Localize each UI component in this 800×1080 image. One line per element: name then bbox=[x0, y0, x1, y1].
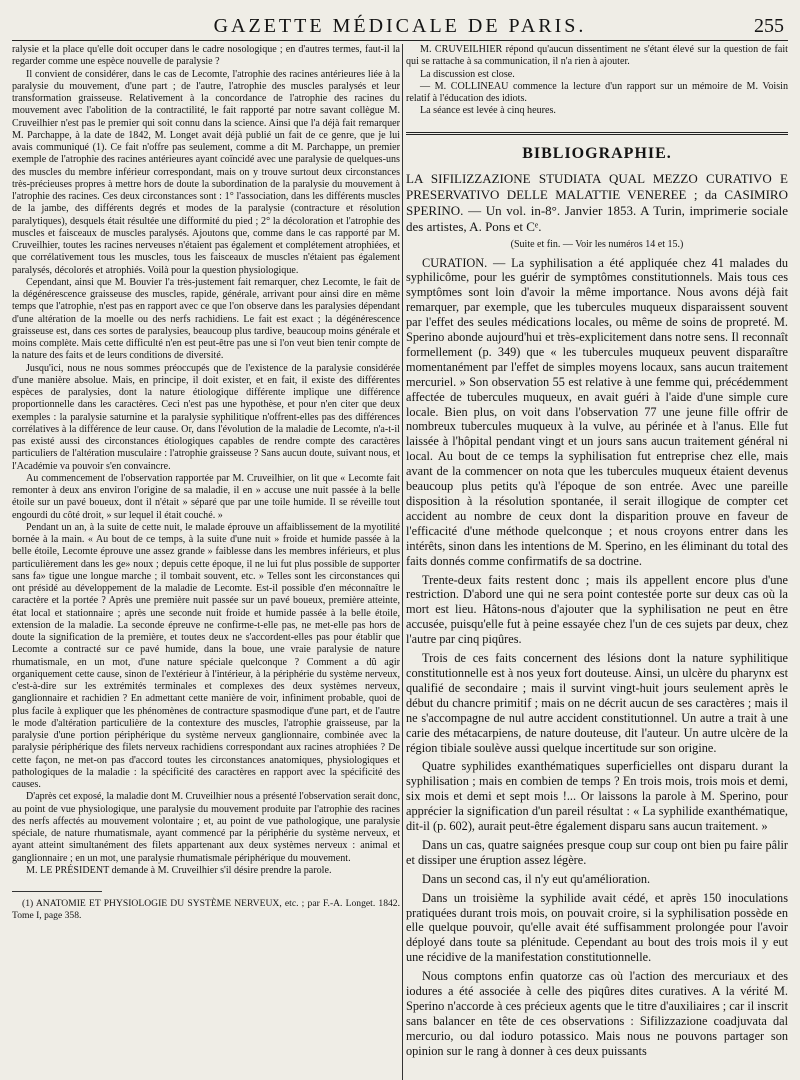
paragraph: Trente-deux faits restent donc ; mais ils appellent encore plus d'une restriction. D'abord une qui ne sera point contestée porte sur deux cas où la mort est lieu. Hâtons-nous d'ajouter que la syphilisation ne peut en être accusée, puisqu'elle fut à peine essayée chez l'un de ces sujets par deux, chez l'autre par cinq piqûres. bbox=[406, 572, 788, 647]
footnote-separator bbox=[12, 891, 102, 892]
column-divider bbox=[402, 44, 403, 1080]
paragraph: Trois de ces faits concernent des lésions dont la nature syphilitique constitutionnelle est à nos yeux fort douteuse. Ainsi, un ulcère du pharynx est qualifié de secondaire ; mais il survint vingt-huit jours seulement après le début du chancre primitif ; mais on ne décrit aucun de ses caractères ; mais il ne s'accompagne de nul autre accident constitutionnel. Un autre a trait à une carie des métacarpiens, de nature douteuse, dit l'auteur. Un autre ulcère de la région tibiale soulève aussi quelque incertitude sur son origine. bbox=[406, 651, 788, 755]
section-rule bbox=[406, 132, 788, 135]
paragraph: Dans un second cas, il n'y eut qu'amélioration. bbox=[422, 871, 651, 886]
paragraph: ralysie et la place qu'elle doit occuper dans le cadre nosologique ; en d'autres termes, faut-il la regarder comme une espèce nouvelle de paralysie ? bbox=[12, 44, 400, 68]
right-column bbox=[406, 44, 788, 1080]
paragraph: Au commencement de l'observation rapportée par M. Cruveilhier, on lit que « Lecomte fait remonter à deux ans environ l'origine de sa maladie, il en » accuse une nuit passée à la belle étoile sur un pavé boueux, dont il n'était » séparé que par une toile humide. Il se réveille tout engourdi du côté droit, » sur lequel il était couché. » bbox=[12, 472, 400, 521]
page-number: 255 bbox=[754, 15, 784, 37]
paragraph: Dans un troisième la syphilide avait cédé, et après 150 inoculations pratiquées durant trois mois, on pouvait croire, si la syphilisation possède en elle quelque pouvoir, qu'elle avait été suffisamment prolongée pour l'avoir déployé dans toute sa plénitude. Cependant au bout des trois mois il y eut une récidive de la manifestation constitutionnelle. bbox=[406, 890, 788, 965]
paragraph: Cependant, ainsi que M. Bouvier l'a très-justement fait remarquer, chez Lecomte, le fait de la dégénérescence graisseuse des muscles, rapide, générale, arrivant pour ainsi dire en même temps que l'atrophie, n'est pas en rapport avec ce que l'on observe dans les paralysies dépendant d'une altération de la moelle ou des nerfs rachidiens. Le fait est exact ; la dégénérescence graisseuse est, dans ces sortes de paralysies, beaucoup plus tardive, beaucoup moins générale et moins complète. Mais cette difficulté n'en est peut-être pas une si l'on veut bien tenir compte de la nature des faits et de leurs conditions de diversité. bbox=[12, 276, 400, 362]
paragraph: M. LE PRÉSIDENT demande à M. Cruveilhier s'il désire prendre la parole. bbox=[26, 864, 332, 876]
columns bbox=[12, 44, 788, 1080]
paragraph: Jusqu'ici, nous ne nous sommes préoccupés que de l'existence de la paralysie considérée d'une manière absolue. Mais, en principe, il doit exister, et en fait, il existe des différentes espèces de paralysies, dont la nature étiologique différente implique une différence proportionnelle dans les caractères. Ceci n'est pas une hypothèse, et pour n'en citer que deux exemples : la paralysie saturnine et la paralysie syphilitique n'offrent-elles pas des différences corrélatives à la différence de leur cause. Or, dans l'évolution de la maladie de Lecomte, n'a-t-il pas existé aussi des circonstances étiologiques capables de rendre compte des caractères particuliers de l'altération musculaire : l'atrophie graisseuse ? Sans aucun doute, suivant nous, et l'Académie va pouvoir s'en convaincre. bbox=[12, 362, 400, 472]
paragraph: La discussion est close. bbox=[420, 68, 515, 80]
paragraph: — M. COLLINEAU commence la lecture d'un rapport sur un mémoire de M. Voisin relatif à l'éducation des idiots. bbox=[406, 80, 788, 104]
paragraph: CURATION. — La syphilisation a été appliquée chez 41 malades du syphilicôme, pour les guérir de symptômes constitutionnels. Mais tous ces symptômes sont loin d'avoir la même importance. Nous avons déjà fait remarquer, par exemple, que les tubercules muqueux disparaissent souvent par l'effet des seules médications locales, ou même de soins de propreté. M. Sperino abonde aujourd'hui et très-explicitement dans notre sens. Il reconnaît formellement (p. 349) que « les tubercules muqueux peuvent disparaître momentanément par l'effet de simples moyens locaux, sans aucun traitement mercuriel. » Son observation 55 est relative à une femme qui, précédemment affectée de tubercules muqueux, en avait guéri à l'aide d'une simple cure locale. Bien plus, on voit dans l'observation 77 une jeune fille offrir de nombreux tubercules muqueux à la vulve, au périnée et à l'anus. Elle fut laissée à l'hôpital pendant vingt et un jours sans aucun traitement général ni local. Au bout de ce temps la syphilisation fut entreprise chez elle, mais avant de la commencer on nota que les tubercules muqueux étaient devenus beaucoup plus petits qu'à l'époque de son entrée. Avec une pareille disposition à la résolution spontanée, il serait illogique de compter cet accident au nombre de ceux dont la disparition prouve en faveur de l'efficacité d'une méthode quelconque ; et nous croyons entrer dans les intérêts, sinon dans les intentions de M. Sperino, en les éliminant du total des faits donnés comme confirmatifs de sa doctrine. bbox=[406, 255, 788, 568]
continuation-note: (Suite et fin. — Voir les numéros 14 et 15.) bbox=[510, 238, 684, 250]
paragraph: La séance est levée à cinq heures. bbox=[420, 105, 556, 117]
page-header bbox=[12, 12, 788, 41]
paragraph: Il convient de considérer, dans le cas de Lecomte, l'atrophie des racines antérieures liée à la paralysie du mouvement, d'une part ; de l'autre, l'atrophie des muscles paralysés et leur transformation graisseuse. Relativement à la concordance de l'atrophie des racines du mouvement avec l'abolition de la contractilité, le fait rapporté par notre savant collègue M. Cruveilhier n'est pas le premier qui soit connu dans la science. Ainsi que l'a déjà fait remarquer M. Parchappe, à la date de 1842, M. Longet avait déjà publié un fait de ce genre, que je lui avais communiqué (1). Ce fait n'offre pas seulement, comme a dit M. Parchappe, un premier exemple de l'atrophie des racines antérieures ayant coïncidé avec une paralysie de quelques-uns des muscles du membre inférieur correspondant, mais on y trouve surtout deux circonstances très-précieuses propres à mettre hors de doute la subordination de la paralysie du mouvement à l'atrophie des racines. Ces deux circonstances sont : 1° l'association, dans les différents muscles de la jambe, des différents degrés et modes de la paralysie (contracture et résolution paralytiques), desquels était résultée une difformité du pied ; 2° la décoloration et l'atrophie des muscles et faisceaux de muscles paralysés. Ajoutons que, comme dans le cas rapporté par M. Cruveilhier, toutes les racines nerveuses n'étaient pas également et complétement atrophiées, et que corrélativement tous les muscles, tous les faisceaux de muscles n'étaient pas également paralysés, décolorés et atrophiés. Voilà pour la question physiologique. bbox=[12, 68, 400, 276]
paragraph: Pendant un an, à la suite de cette nuit, le malade éprouve un affaiblissement de la myotilité bornée à la main. « Au bout de ce temps, à la suite d'une nuit » froide et humide passée à la belle étoile, Lecomte éprouve une assez grande » faiblesse dans les membres inférieurs, et plus particulièrement dans les ge» noux ; depuis cette époque, il ne lui fut plus possible de supporter sans fa» tigue une longue marche ; il tombait souvent, etc. » Telles sont les circonstances qui ont présidé au développement de la maladie de Lecomte. Est-il possible d'en méconnaître le caractère et la portée ? Après une première nuit passée sur un pavé boueux, première atteinte, état local et stationnaire ; après une seconde nuit froide et humide passée à la belle étoile, extension de la maladie. La seconde épreuve ne confirme-t-elle pas, ne met-elle pas hors de doute la signification de la première, et toutes deux ne s'accordent-elles pas pour établir que Lecomte a contracté sur ce pavé humide, dans la boue, une vraie paralysie de nature rhumatismale, en un mot, d'une nature spéciale quelconque ? Comment a dû agir organiquement cette cause, sinon de l'extérieur à l'intérieur, à la périphérie du système nerveux, c'est-à-dire sur les extrémités terminales et complexes des deux systèmes nerveux, ganglionnaire et rachidien ? En admettant cette manière de voir, infiniment probable, quoi de plus facile à expliquer que les phénomènes de contracture spasmodique d'une part, et de l'autre le mode d'altération particulière de la contexture des muscles, l'atrophie graisseuse, par la paralysie d'une portion périphérique du système nerveux ganglionnaire, combinée avec la paralysie périphérique des filets nerveux rachidiens correspondant aux racines atrophiées ? De cette façon, ne met-on pas d'accord toutes les circonstances anatomiques, physiologiques et pathologiques de la maladie : la spécificité des caractères en rapport avec la spécificité des causes. bbox=[12, 521, 400, 790]
footnote: (1) ANATOMIE ET PHYSIOLOGIE DU SYSTÈME NERVEUX, etc. ; par F.-A. Longet. 1842. Tome I, page 358. bbox=[12, 898, 400, 921]
paragraph: M. CRUVEILHIER répond qu'aucun dissentiment ne s'étant élevé sur la question de fait qui se rattache à sa communication, il n'a rien à ajouter. bbox=[406, 44, 788, 68]
section-heading: BIBLIOGRAPHIE. bbox=[522, 144, 672, 162]
paragraph: Dans un cas, quatre saignées presque coup sur coup ont bien pu faire pâlir et dissiper une éruption assez légère. bbox=[406, 837, 788, 867]
left-column bbox=[12, 44, 400, 1080]
journal-title: GAZETTE MÉDICALE DE PARIS. bbox=[213, 15, 587, 37]
paragraph: Nous comptons enfin quatorze cas où l'action des mercuriaux et des iodures a été associée à celle des piqûres dites curatives. A la vérité M. Sperino n'accorde à ces précieux agents que le titre d'auxiliaires ; car il inscrit sans balancer en tête de ces observations : Sifilizzazione coadjuvata dal mercurio, ou dal ioduro potassico. Mais nous ne pouvons partager son opinion sur le rang à donner à ces deux puissants bbox=[406, 969, 788, 1058]
paragraph: Quatre syphilides exanthématiques superficielles ont disparu durant la syphilisation ; mais en combien de temps ? En trois mois, trois mois et demi, six mois et demi et sept mois !... Or laissons la parole à M. Sperino, pour apprécier la signification d'un pareil résultat : « La syphilide exanthématique, dit-il (p. 602), aurait peut-être également disparu sans aucun traitement. » bbox=[406, 759, 788, 834]
paragraph: D'après cet exposé, la maladie dont M. Cruveilhier nous a présenté l'observation serait donc, au point de vue physiologique, une paralysie du mouvement produite par l'atrophie des racines des nerfs affectés au mouvement volontaire ; et, au point de vue pathologique, une paralysie spéciale, de nature rhumatismale, ayant commencé par la périphérie du système nerveux, et ayant atteint simultanément des filets appartenant aux deux systèmes nerveux : animal et ganglionnaire ; en un mot, une paralysie rhumatismale périphérique du mouvement. bbox=[12, 791, 400, 864]
book-title: LA SIFILIZZAZIONE STUDIATA QUAL MEZZO CURATIVO E PRESERVATIVO DELLE MALATTIE VENEREE ; da CASIMIRO SPERINO. — Un vol. in-8°. Janvier 1853. A Turin, imprimerie sociale des artistes, A. Pons et Cᵉ. bbox=[406, 170, 788, 234]
